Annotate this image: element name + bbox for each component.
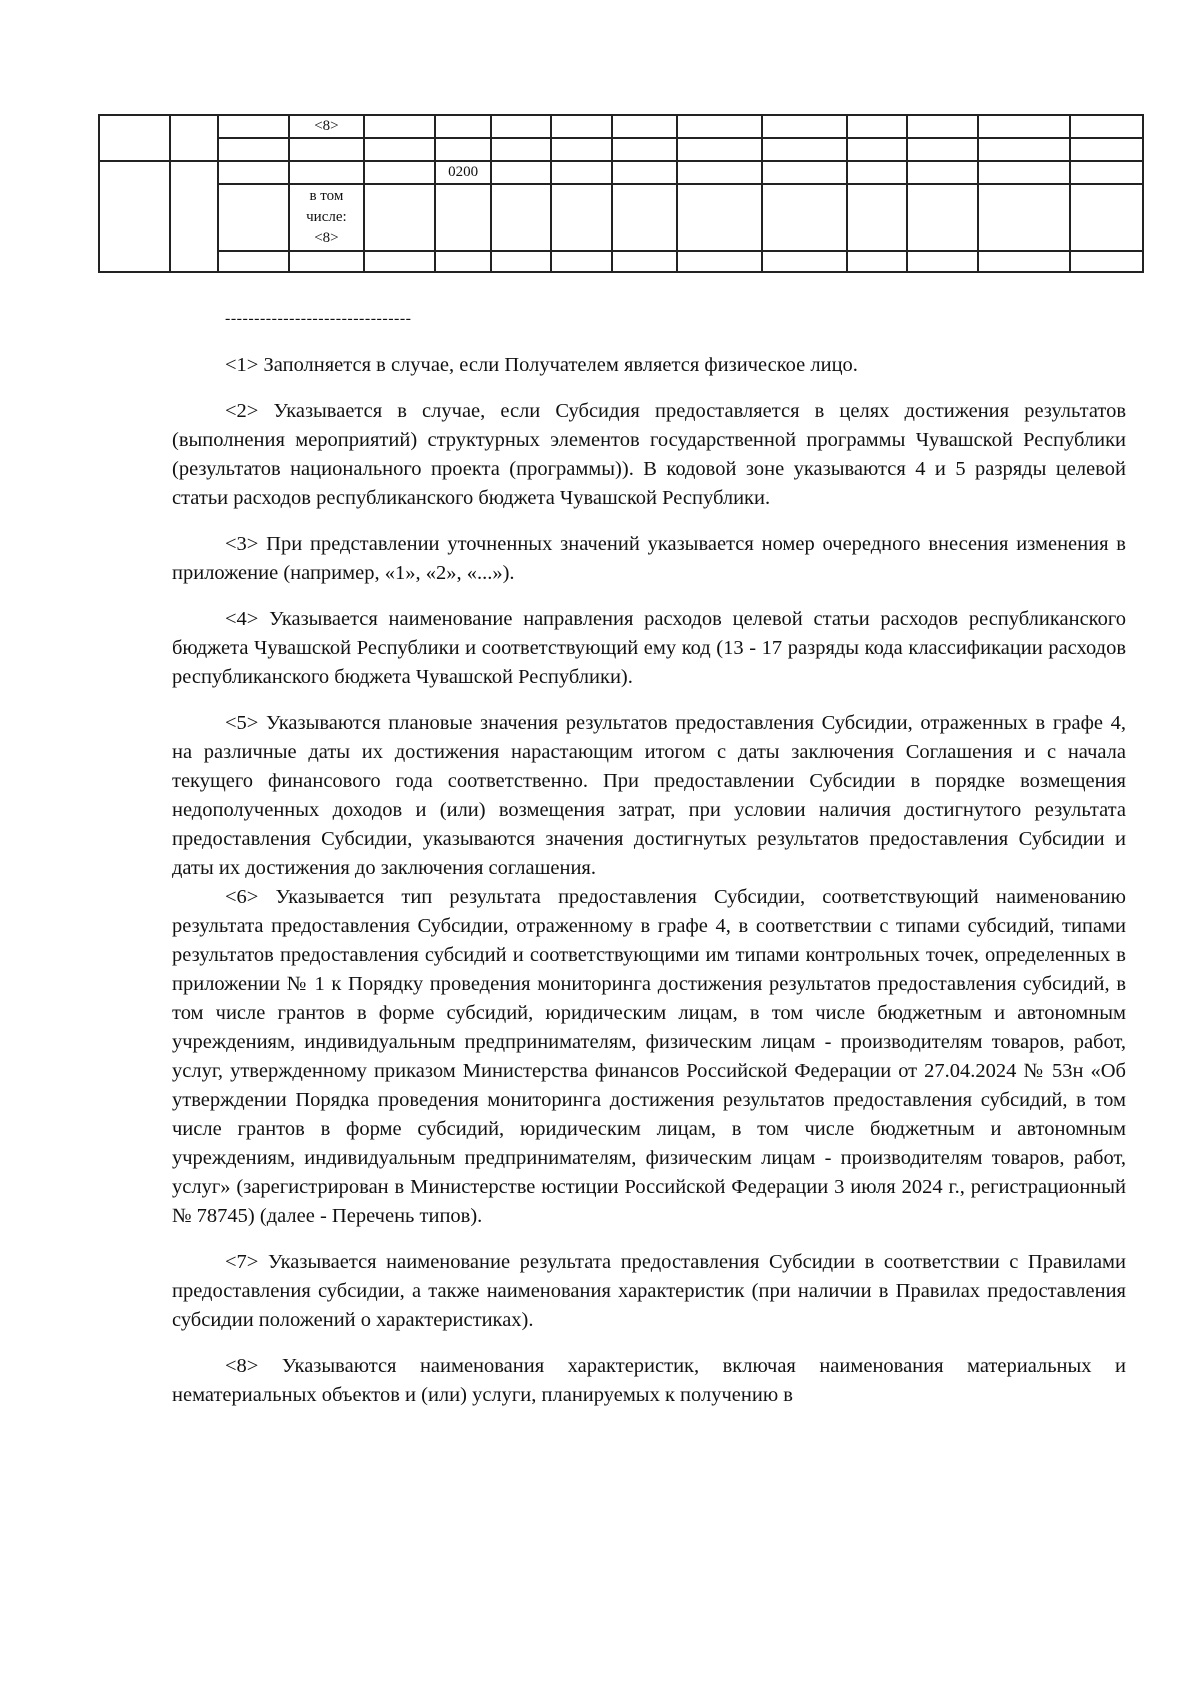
table-cell-characteristic: <8> [289, 115, 365, 138]
footnote-6: <6> Указывается тип результата предоставления Субсидии, соответствующий наименованию результата предоставления Субсидии, отраженному в графе 4, в соответствии с типами субсидий, типами результатов предоставления субсидий и соответствующими им типами контрольных точек, определенных в приложении № 1 к Порядку проведения мониторинга достижения результатов предоставления субсидий, в том числе грантов в форме субсидий, юридическим лицам, в том числе бюджетным и автономным учреждениям, индивидуальным предпринимателям, физическим лицам - производителям товаров, работ, услуг, утвержденному приказом Министерства финансов Российской Федерации от 27.04.2024 № 53н «Об утверждении Порядка проведения мониторинга достижения результатов предоставления субсидий, в том числе грантов в форме субсидий, юридическим лицам, в том числе бюджетным и автономным учреждениям, индивидуальным предпринимателям, физическим лицам - производителям товаров, работ, услуг» (зарегистрирован в Министерстве юстиции Российской Федерации 3 июля 2024 г., регистрационный № 78745) (далее - Перечень типов). [172, 886, 1126, 1227]
footnote-4: <4> Указывается наименование направления расходов целевой статьи расходов республиканского бюджета Чувашской Республики и соответствующий ему код (13 - 17 разряды кода классификации расходов республиканского бюджета Чувашской Республики). [172, 608, 1126, 688]
table-row [99, 184, 1143, 251]
table-row [99, 138, 1143, 161]
footnote-8: <8> Указываются наименования характеристик, включая наименования материальных и нематериальных объектов и (или) услуги, планируемых к получению в [172, 1355, 1126, 1406]
footnotes [172, 351, 1126, 1427]
table-row [99, 251, 1143, 272]
footnote-2: <2> Указывается в случае, если Субсидия предоставляется в целях достижения результатов (выполнения мероприятий) структурных элементов государственной программы Чувашской Республики (результатов национального проекта (программы)). В кодовой зоне указываются 4 и 5 разряды целевой статьи расходов республиканского бюджета Чувашской Республики. [172, 400, 1126, 509]
table-row [99, 115, 1143, 138]
table-cell-including: в том числе: <8> [289, 184, 365, 251]
table-cell-code: 0200 [435, 161, 491, 184]
data-table [98, 114, 1144, 273]
footnote-7: <7> Указывается наименование результата предоставления Субсидии в соответствии с Правилами предоставления субсидии, а также наименования характеристик (при наличии в Правилах предоставления субсидии положений о характеристиках). [172, 1251, 1126, 1331]
footnote-3: <3> При представлении уточненных значений указывается номер очередного внесения изменения в приложение (например, «1», «2», «...»). [172, 533, 1126, 584]
table-row [99, 161, 1143, 184]
footnote-separator: -------------------------------- [225, 310, 412, 327]
footnote-5: <5> Указываются плановые значения результатов предоставления Субсидии, отраженных в графе 4, на различные даты их достижения нарастающим итогом с даты заключения Соглашения и с начала текущего финансового года соответственно. При предоставлении Субсидии в порядке возмещения недополученных доходов и (или) возмещения затрат, при условии наличия достигнутого результата предоставления Субсидии, указываются значения достигнутых результатов предоставления Субсидии и даты их достижения до заключения соглашения. [172, 712, 1126, 879]
footnote-1: <1> Заполняется в случае, если Получателем является физическое лицо. [225, 354, 858, 376]
